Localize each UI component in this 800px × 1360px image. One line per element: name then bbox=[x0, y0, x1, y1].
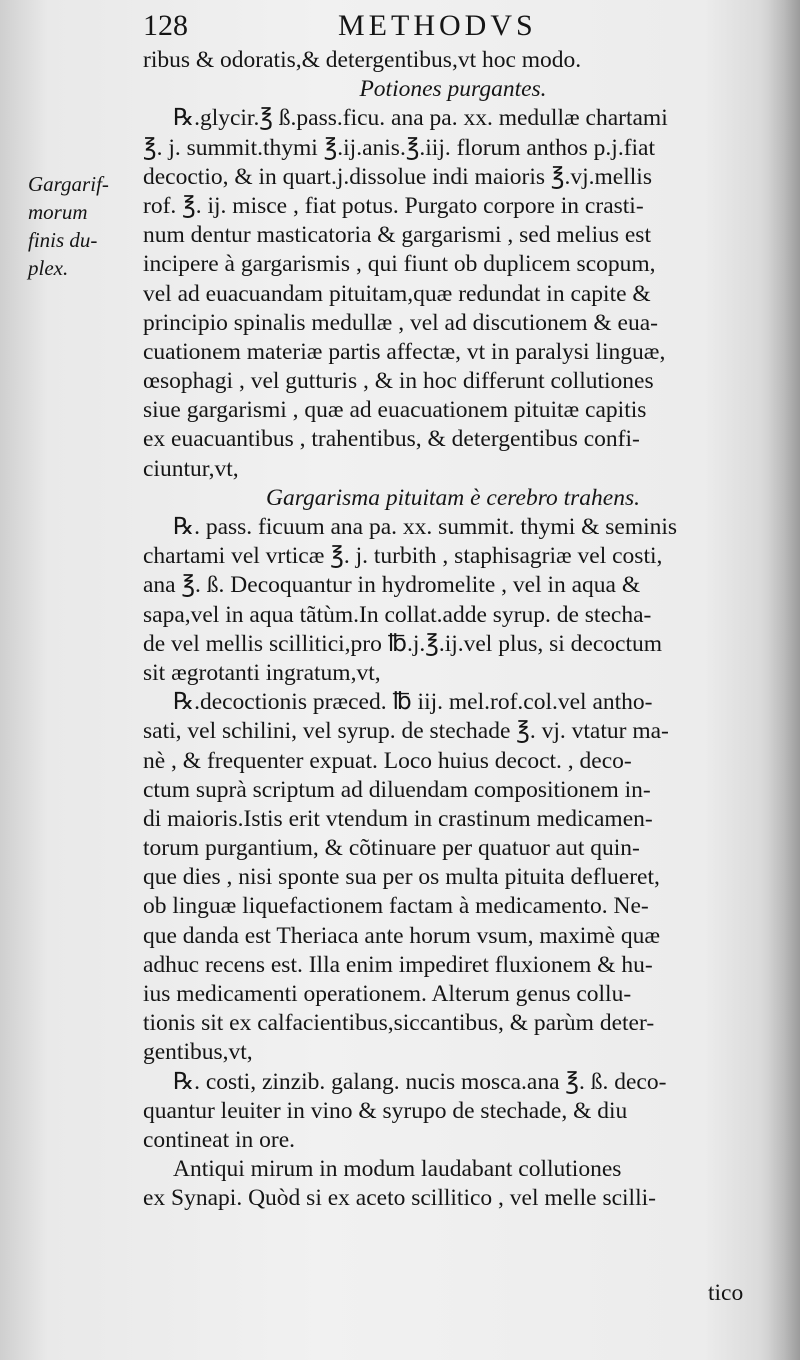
text-line: quantur leuiter in vino & syrupo de stechade, & diu bbox=[143, 1097, 628, 1124]
text-line: tionis sit ex calfacientibus,siccantibus, & parùm deter- bbox=[143, 1010, 655, 1037]
text-line: torum purgantium, & cõtinuare per quatuor aut quin- bbox=[143, 835, 640, 862]
text-line: de vel mellis scillitici,pro ℔.j.℥.ij.vel plus, si decoctum bbox=[143, 630, 663, 657]
text-line: ℞.glycir.℥ ß.pass.ficu. ana pa. xx. medullæ chartami bbox=[173, 105, 668, 132]
text-line: adhuc recens est. Illa enim impediret fluxionem & hu- bbox=[143, 951, 653, 978]
text-line: sati, vel schilini, vel syrup. de stechade ℥. vj. vtatur ma- bbox=[143, 718, 669, 745]
text-line: cuationem materiæ partis affectæ, vt in paralysi linguæ, bbox=[143, 338, 666, 365]
text-line: ob linguæ liquefactionem factam à medicamento. Ne- bbox=[143, 893, 649, 920]
text-line: que dies , nisi sponte sua per os multa pituita deflueret, bbox=[143, 864, 660, 891]
text-line: ℞.decoctionis præced. ℔ iij. mel.rof.col.vel antho- bbox=[173, 689, 653, 716]
text-line: œsophagi , vel gutturis , & in hoc differunt collutiones bbox=[143, 368, 654, 395]
body-text bbox=[143, 46, 763, 1214]
margin-note-line: Gargarif- bbox=[28, 172, 109, 196]
text-line: principio spinalis medullæ , vel ad discutionem & eua- bbox=[143, 309, 658, 336]
text-line: ex Synapi. Quòd si ex aceto scillitico , vel melle scilli- bbox=[143, 1185, 656, 1212]
page-header bbox=[143, 6, 663, 46]
text-line: sapa,vel in aqua tãtùm.In collat.adde syrup. de stecha- bbox=[143, 601, 652, 628]
margin-note-line: finis du- bbox=[28, 228, 98, 252]
text-line: vel ad euacuandam pituitam,quæ redundat in capite & bbox=[143, 280, 651, 307]
text-line: gentibus,vt, bbox=[143, 1039, 253, 1066]
text-line: ribus & odoratis,& detergentibus,vt hoc modo. bbox=[143, 47, 582, 73]
margin-note bbox=[28, 170, 123, 282]
text-line: decoctio, & in quart.j.dissolue indi maioris ℥.vj.mellis bbox=[143, 163, 652, 190]
text-line: ℥. j. summit.thymi ℥.ij.anis.℥.iij. florum anthos p.j.fiat bbox=[143, 134, 656, 161]
text-line: sit ægrotanti ingratum,vt, bbox=[143, 659, 381, 686]
text-line: ciuntur,vt, bbox=[143, 455, 239, 482]
text-line: di maioris.Istis erit vtendum in crastinum medicamen- bbox=[143, 805, 653, 832]
text-line: ℞. costi, zinzib. galang. nucis mosca.ana ℥. ß. deco- bbox=[173, 1068, 667, 1095]
catchword: tico bbox=[708, 1280, 744, 1306]
text-line: num dentur masticatoria & gargarismi , sed melius est bbox=[143, 222, 651, 249]
text-line: rof. ℥. ij. misce , fiat potus. Purgato corpore in crasti- bbox=[143, 192, 644, 219]
text-line: contineat in ore. bbox=[143, 1126, 296, 1153]
text-line: nè , & frequenter expuat. Loco huius decoct. , deco- bbox=[143, 747, 632, 774]
page-edge-shadow bbox=[760, 0, 800, 1360]
text-line: que danda est Theriaca ante horum vsum, maximè quæ bbox=[143, 922, 661, 949]
text-line: Antiqui mirum in modum laudabant collutiones bbox=[173, 1156, 622, 1183]
text-line: ana ℥. ß. Decoquantur in hydromelite , vel in aqua & bbox=[143, 572, 641, 599]
running-head: METHODVS bbox=[338, 9, 537, 42]
text-line: incipere à gargarismis , qui fiunt ob duplicem scopum, bbox=[143, 251, 656, 278]
text-line: siue gargarismi , quæ ad euacuationem pituitæ capitis bbox=[143, 397, 647, 424]
text-line: ℞. pass. ficuum ana pa. xx. summit. thymi & seminis bbox=[173, 514, 678, 540]
margin-note-line: plex. bbox=[28, 256, 69, 280]
text-line: chartami vel vrticæ ℥. j. turbith , staphisagriæ vel costi, bbox=[143, 543, 663, 570]
section-heading: Potiones purgantes. bbox=[359, 76, 547, 103]
section-heading: Gargarisma pituitam è cerebro trahens. bbox=[265, 484, 640, 511]
text-line: ius medicamenti operationem. Alterum genus collu- bbox=[143, 981, 632, 1007]
page-number: 128 bbox=[143, 9, 188, 42]
text-line: ex euacuantibus , trahentibus, & detergentibus confi- bbox=[143, 426, 640, 453]
text-line: ctum suprà scriptum ad diluendam compositionem in- bbox=[143, 776, 651, 803]
margin-note-line: morum bbox=[28, 200, 88, 224]
